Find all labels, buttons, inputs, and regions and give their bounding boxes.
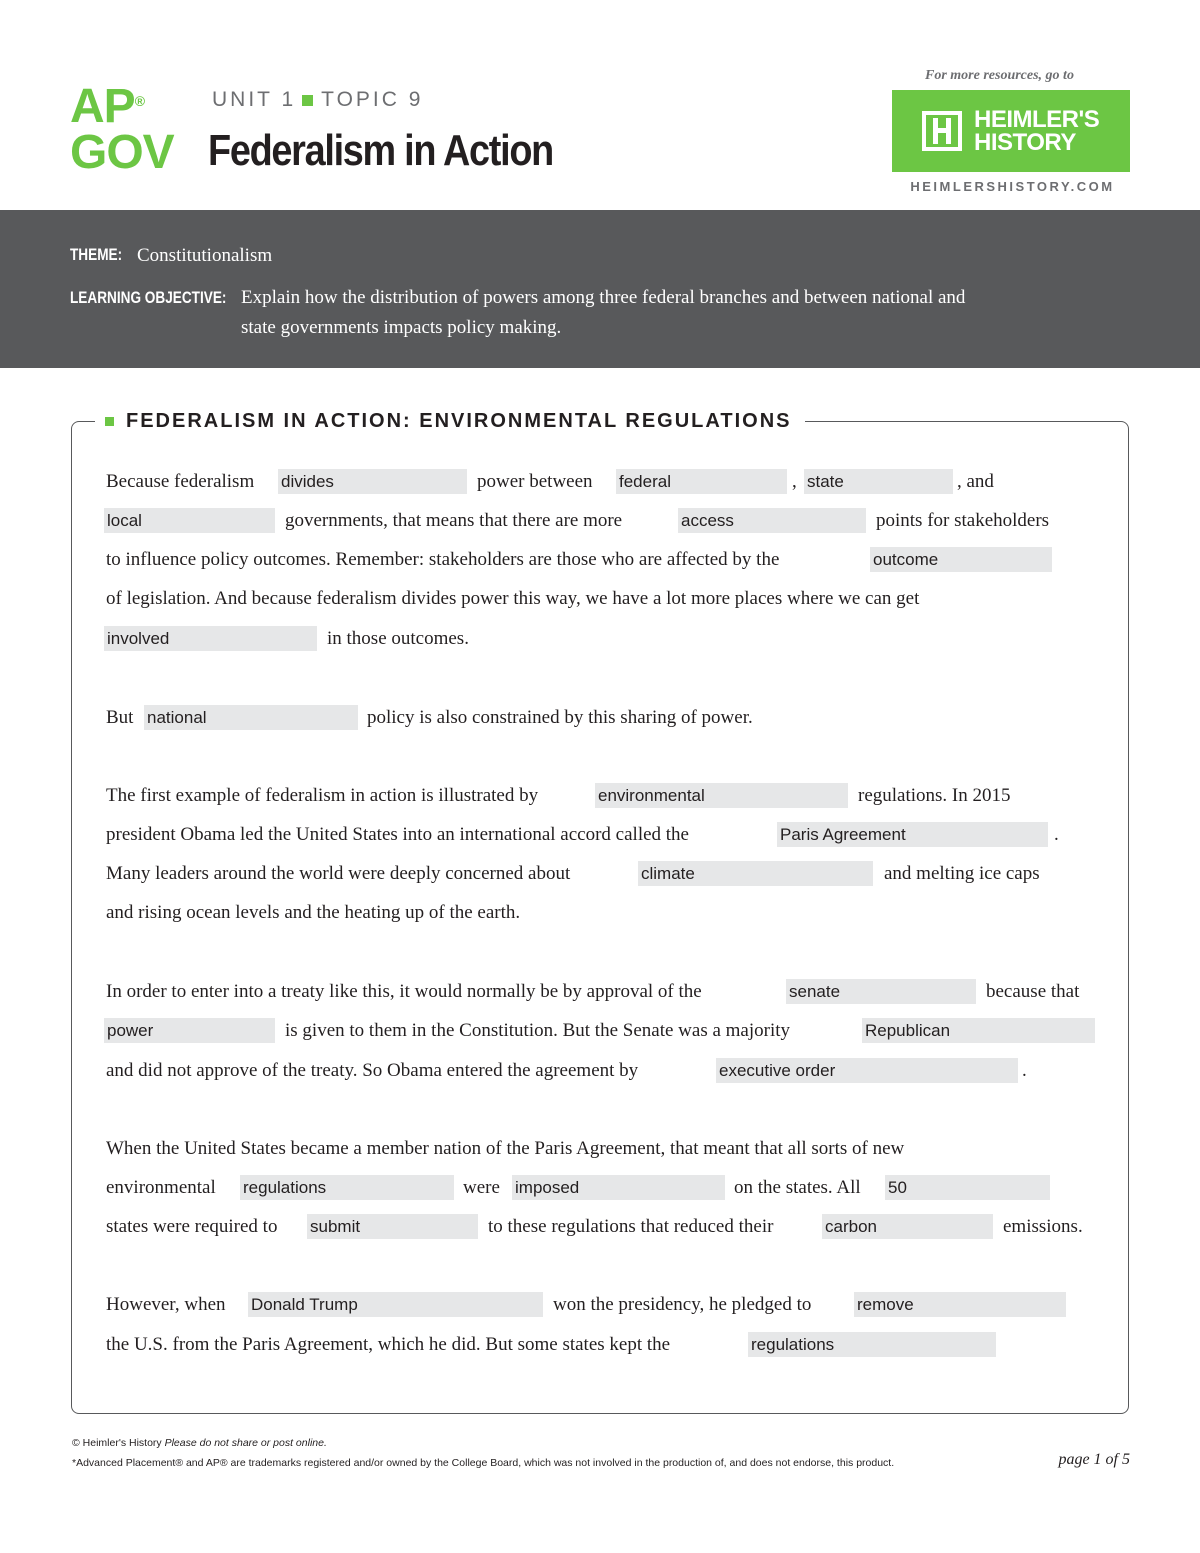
- p1-text-2: power between: [477, 471, 593, 492]
- p6-text-3: the U.S. from the Paris Agreement, which he did. But some states kept the: [106, 1334, 671, 1355]
- fill-blank[interactable]: Donald Trump: [248, 1292, 543, 1317]
- p4-text-1: In order to enter into a treaty like this, it would normally be by approval of the: [106, 981, 702, 1002]
- p5-text-4: on the states. All: [734, 1177, 861, 1198]
- fill-blank[interactable]: involved: [104, 626, 317, 651]
- fill-blank[interactable]: carbon: [822, 1214, 993, 1239]
- brand-name-line1: HEIMLER'S: [974, 106, 1100, 133]
- p1-text-9: in those outcomes.: [327, 628, 469, 649]
- green-square-icon: [302, 95, 313, 106]
- fill-blank[interactable]: climate: [638, 861, 873, 886]
- p6-text-1: However, when: [106, 1294, 226, 1315]
- theme-banner: [0, 210, 1200, 368]
- unit-label: UNIT 1: [212, 88, 297, 111]
- fill-blank[interactable]: power: [104, 1018, 275, 1043]
- fill-blank[interactable]: state: [804, 469, 953, 494]
- p5-text-7: emissions.: [1003, 1216, 1083, 1237]
- unit-topic-label: [212, 88, 423, 112]
- p5-text-6: to these regulations that reduced their: [488, 1216, 774, 1237]
- fill-blank[interactable]: Paris Agreement: [777, 822, 1048, 847]
- fill-blank[interactable]: national: [144, 705, 358, 730]
- fill-blank[interactable]: remove: [854, 1292, 1066, 1317]
- p1-text-1: Because federalism: [106, 471, 255, 492]
- resources-note: For more resources, go to: [925, 68, 1074, 83]
- page-number: page 1 of 5: [1058, 1451, 1130, 1468]
- fill-blank[interactable]: environmental: [595, 783, 848, 808]
- p5-text-2: environmental: [106, 1177, 216, 1198]
- p3-text-2: regulations. In 2015: [858, 785, 1011, 806]
- heimler-h-icon: [922, 111, 962, 151]
- topic-label: TOPIC 9: [321, 88, 424, 111]
- p1-text-5: governments, that means that there are more: [285, 510, 623, 531]
- p3-text-6: and melting ice caps: [884, 863, 1040, 884]
- p5-text-3: were: [463, 1177, 500, 1198]
- theme-value: Constitutionalism: [137, 245, 273, 266]
- share-notice: Please do not share or post online.: [164, 1437, 327, 1449]
- p4-text-2: because that: [986, 981, 1080, 1002]
- learning-objective-line1: Explain how the distribution of powers among three federal branches and between national and: [241, 287, 966, 308]
- p6-text-2: won the presidency, he pledged to: [553, 1294, 812, 1315]
- fill-blank[interactable]: Republican: [862, 1018, 1095, 1043]
- fill-blank[interactable]: local: [104, 508, 275, 533]
- trademark-notice: *Advanced Placement® and AP® are trademarks registered and/or owned by the College Board, which was not involved in the production of, and does not endorse, this product.: [72, 1457, 895, 1469]
- fill-blank[interactable]: imposed: [512, 1175, 725, 1200]
- fill-blank[interactable]: divides: [278, 469, 467, 494]
- p5-text-1: When the United States became a member nation of the Paris Agreement, that meant that all sorts of new: [106, 1138, 905, 1159]
- p1-text-6: points for stakeholders: [876, 510, 1050, 531]
- p3-text-4: .: [1054, 824, 1059, 845]
- footer-copyright: [72, 1437, 327, 1449]
- fill-blank[interactable]: submit: [307, 1214, 478, 1239]
- fill-blank[interactable]: senate: [786, 979, 976, 1004]
- p3-text-3: president Obama led the United States into an international accord called the: [106, 824, 689, 845]
- p1-text-4: , and: [957, 471, 994, 492]
- p2-text-2: policy is also constrained by this sharing of power.: [367, 707, 753, 728]
- fill-blank[interactable]: 50: [885, 1175, 1050, 1200]
- p1-text-8: of legislation. And because federalism divides power this way, we have a lot more places where we can get: [106, 588, 920, 609]
- fill-blank[interactable]: regulations: [748, 1332, 996, 1357]
- ap-gov-logo: AP® GOV: [70, 80, 174, 179]
- theme-label: THEME:: [70, 245, 123, 264]
- fill-blank[interactable]: outcome: [870, 547, 1052, 572]
- p4-text-3: is given to them in the Constitution. But the Senate was a majority: [285, 1020, 791, 1041]
- p3-text-1: The first example of federalism in action is illustrated by: [106, 785, 539, 806]
- fill-blank[interactable]: federal: [616, 469, 787, 494]
- p3-text-5: Many leaders around the world were deeply concerned about: [106, 863, 571, 884]
- copyright-text: © Heimler's History: [72, 1437, 162, 1449]
- section-heading-text: FEDERALISM IN ACTION: ENVIRONMENTAL REGULATIONS: [126, 409, 792, 432]
- fill-blank[interactable]: regulations: [240, 1175, 454, 1200]
- learning-objective-line2: state governments impacts policy making.: [241, 317, 562, 338]
- p2-text-1: But: [106, 707, 134, 728]
- section-heading: [95, 404, 805, 438]
- fill-blank[interactable]: executive order: [716, 1058, 1018, 1083]
- p1-text-3: ,: [792, 471, 797, 492]
- p4-text-4: and did not approve of the treaty. So Obama entered the agreement by: [106, 1060, 639, 1081]
- green-square-icon: [105, 417, 114, 426]
- site-url-link[interactable]: HEIMLERSHISTORY.COM: [910, 179, 1115, 194]
- heimlers-history-logo[interactable]: [892, 90, 1130, 172]
- page-title: Federalism in Action: [208, 126, 553, 175]
- fill-blank[interactable]: access: [678, 508, 866, 533]
- p3-text-7: and rising ocean levels and the heating up of the earth.: [106, 902, 521, 923]
- p1-text-7: to influence policy outcomes. Remember: stakeholders are those who are affected by the: [106, 549, 780, 570]
- brand-name-line2: HISTORY: [974, 129, 1076, 156]
- learning-objective-label: LEARNING OBJECTIVE:: [70, 288, 227, 307]
- p5-text-5: states were required to: [106, 1216, 278, 1237]
- p4-text-5: .: [1022, 1060, 1027, 1081]
